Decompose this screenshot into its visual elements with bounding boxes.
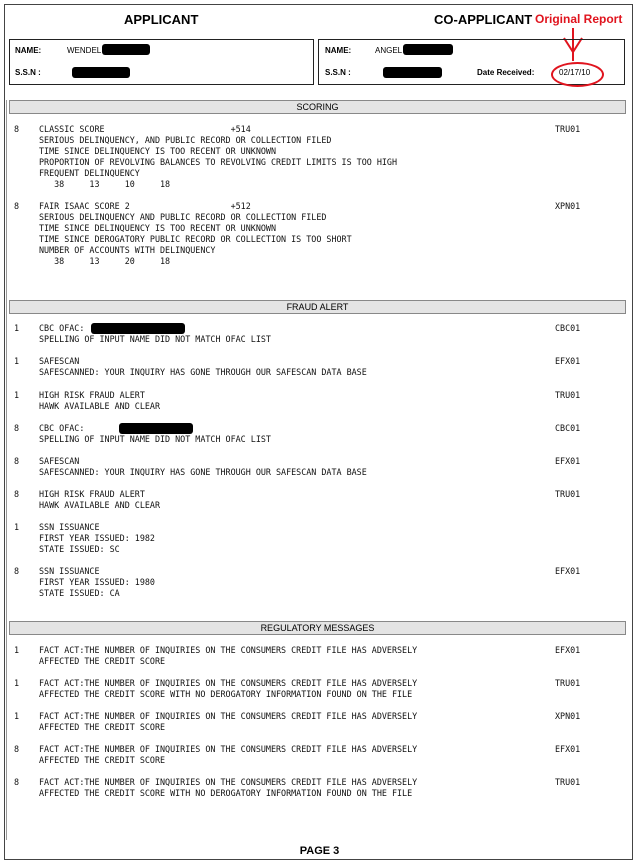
record-line: TIME SINCE DEROGATORY PUBLIC RECORD OR COLLECTION IS TOO SHORT <box>39 234 352 244</box>
record-line: TIME SINCE DELINQUENCY IS TOO RECENT OR UNKNOWN <box>39 223 276 233</box>
record-line: SPELLING OF INPUT NAME DID NOT MATCH OFAC LIST <box>39 434 271 444</box>
co-applicant-name-value: ANGEL <box>375 46 403 55</box>
record-code: 1 <box>14 522 20 532</box>
record-line: SERIOUS DELINQUENCY, AND PUBLIC RECORD OR COLLECTION FILED <box>39 135 332 145</box>
record-line: FACT ACT:THE NUMBER OF INQUIRIES ON THE CONSUMERS CREDIT FILE HAS ADVERSELY <box>39 678 418 688</box>
redaction-bar <box>403 44 453 55</box>
record-line: CBC OFAC: <box>39 323 85 333</box>
record-source: EFX01 <box>555 645 581 655</box>
record-text <box>39 645 418 666</box>
record-code: 8 <box>14 423 20 433</box>
record-text <box>39 522 155 554</box>
record-text <box>39 390 161 411</box>
record-text <box>39 777 418 798</box>
co-applicant-name-label: NAME: <box>325 46 352 55</box>
record-line: CBC OFAC: <box>39 423 85 433</box>
redaction-bar <box>102 44 150 55</box>
margin-rule <box>6 100 7 840</box>
applicant-ssn-label: S.S.N : <box>15 68 41 77</box>
record-line: STATE ISSUED: CA <box>39 588 120 598</box>
record-text <box>39 456 367 477</box>
record-text <box>39 201 352 266</box>
record-line: SAFESCANNED: YOUR INQUIRY HAS GONE THROUGH OUR SAFESCAN DATA BASE <box>39 367 367 377</box>
record-source: TRU01 <box>555 678 581 688</box>
record-line: AFFECTED THE CREDIT SCORE WITH NO DEROGATORY INFORMATION FOUND ON THE FILE <box>39 788 413 798</box>
applicant-name-label: NAME: <box>15 46 42 55</box>
record-line: CLASSIC SCORE +514 <box>39 124 251 134</box>
record-line: AFFECTED THE CREDIT SCORE <box>39 656 166 666</box>
redaction-bar <box>119 423 193 434</box>
record-source: TRU01 <box>555 489 581 499</box>
redaction-bar <box>383 67 442 78</box>
redaction-bar <box>91 323 185 334</box>
record-text <box>39 489 161 510</box>
co-applicant-title: CO-APPLICANT <box>434 12 533 27</box>
co-applicant-ssn-label: S.S.N : <box>325 68 351 77</box>
record-line: SSN ISSUANCE <box>39 566 100 576</box>
date-received-label: Date Received: <box>477 68 535 77</box>
record-code: 1 <box>14 390 20 400</box>
record-text <box>39 566 155 598</box>
scoring-section-header: SCORING <box>9 100 626 114</box>
date-highlight-circle <box>551 62 604 87</box>
record-source: EFX01 <box>555 356 581 366</box>
record-source: EFX01 <box>555 744 581 754</box>
record-code: 8 <box>14 777 20 787</box>
record-line: AFFECTED THE CREDIT SCORE <box>39 755 166 765</box>
record-line: 38 13 10 18 <box>39 179 171 189</box>
record-text <box>39 711 418 732</box>
record-line: SAFESCAN <box>39 456 80 466</box>
record-code: 1 <box>14 711 20 721</box>
record-code: 8 <box>14 489 20 499</box>
record-line: SAFESCANNED: YOUR INQUIRY HAS GONE THROUGH OUR SAFESCAN DATA BASE <box>39 467 367 477</box>
record-line: PROPORTION OF REVOLVING BALANCES TO REVOLVING CREDIT LIMITS IS TOO HIGH <box>39 157 397 167</box>
record-code: 8 <box>14 744 20 754</box>
original-report-annotation: Original Report <box>535 12 623 26</box>
record-code: 1 <box>14 678 20 688</box>
record-source: TRU01 <box>555 777 581 787</box>
record-source: TRU01 <box>555 124 581 134</box>
applicant-info-box <box>9 39 314 85</box>
record-line: HAWK AVAILABLE AND CLEAR <box>39 401 161 411</box>
record-line: HAWK AVAILABLE AND CLEAR <box>39 500 161 510</box>
record-line: SERIOUS DELINQUENCY AND PUBLIC RECORD OR COLLECTION FILED <box>39 212 327 222</box>
record-line: NUMBER OF ACCOUNTS WITH DELINQUENCY <box>39 245 216 255</box>
record-line: 38 13 20 18 <box>39 256 171 266</box>
date-received-value: 02/17/10 <box>559 68 591 77</box>
regulatory-messages-section-header: REGULATORY MESSAGES <box>9 621 626 635</box>
redaction-bar <box>72 67 130 78</box>
record-line: FACT ACT:THE NUMBER OF INQUIRIES ON THE CONSUMERS CREDIT FILE HAS ADVERSELY <box>39 711 418 721</box>
record-line: SSN ISSUANCE <box>39 522 100 532</box>
record-source: EFX01 <box>555 456 581 466</box>
record-source: CBC01 <box>555 423 581 433</box>
record-line: FACT ACT:THE NUMBER OF INQUIRIES ON THE CONSUMERS CREDIT FILE HAS ADVERSELY <box>39 777 418 787</box>
record-source: XPN01 <box>555 201 581 211</box>
record-line: FIRST YEAR ISSUED: 1980 <box>39 577 155 587</box>
record-line: FIRST YEAR ISSUED: 1982 <box>39 533 155 543</box>
applicant-name-value: WENDEL <box>67 46 102 55</box>
record-code: 1 <box>14 645 20 655</box>
record-line: FREQUENT DELINQUENCY <box>39 168 140 178</box>
record-text <box>39 678 418 699</box>
record-code: 8 <box>14 124 20 134</box>
record-line: TIME SINCE DELINQUENCY IS TOO RECENT OR UNKNOWN <box>39 146 276 156</box>
record-line: FACT ACT:THE NUMBER OF INQUIRIES ON THE CONSUMERS CREDIT FILE HAS ADVERSELY <box>39 744 418 754</box>
record-source: TRU01 <box>555 390 581 400</box>
record-line: SPELLING OF INPUT NAME DID NOT MATCH OFAC LIST <box>39 334 271 344</box>
record-source: XPN01 <box>555 711 581 721</box>
record-code: 1 <box>14 356 20 366</box>
page-number: PAGE 3 <box>299 845 340 857</box>
record-source: CBC01 <box>555 323 581 333</box>
record-line: AFFECTED THE CREDIT SCORE WITH NO DEROGATORY INFORMATION FOUND ON THE FILE <box>39 689 413 699</box>
record-line: HIGH RISK FRAUD ALERT <box>39 390 145 400</box>
record-text <box>39 124 397 189</box>
applicant-title: APPLICANT <box>124 12 199 27</box>
record-line: FAIR ISAAC SCORE 2 +512 <box>39 201 251 211</box>
record-text <box>39 744 418 765</box>
record-line: STATE ISSUED: SC <box>39 544 120 554</box>
record-line: FACT ACT:THE NUMBER OF INQUIRIES ON THE CONSUMERS CREDIT FILE HAS ADVERSELY <box>39 645 418 655</box>
record-line: SAFESCAN <box>39 356 80 366</box>
record-line: AFFECTED THE CREDIT SCORE <box>39 722 166 732</box>
record-text <box>39 356 367 377</box>
record-code: 8 <box>14 456 20 466</box>
record-code: 8 <box>14 201 20 211</box>
record-code: 1 <box>14 323 20 333</box>
record-source: EFX01 <box>555 566 581 576</box>
fraud-alert-section-header: FRAUD ALERT <box>9 300 626 314</box>
record-line: HIGH RISK FRAUD ALERT <box>39 489 145 499</box>
record-code: 8 <box>14 566 20 576</box>
